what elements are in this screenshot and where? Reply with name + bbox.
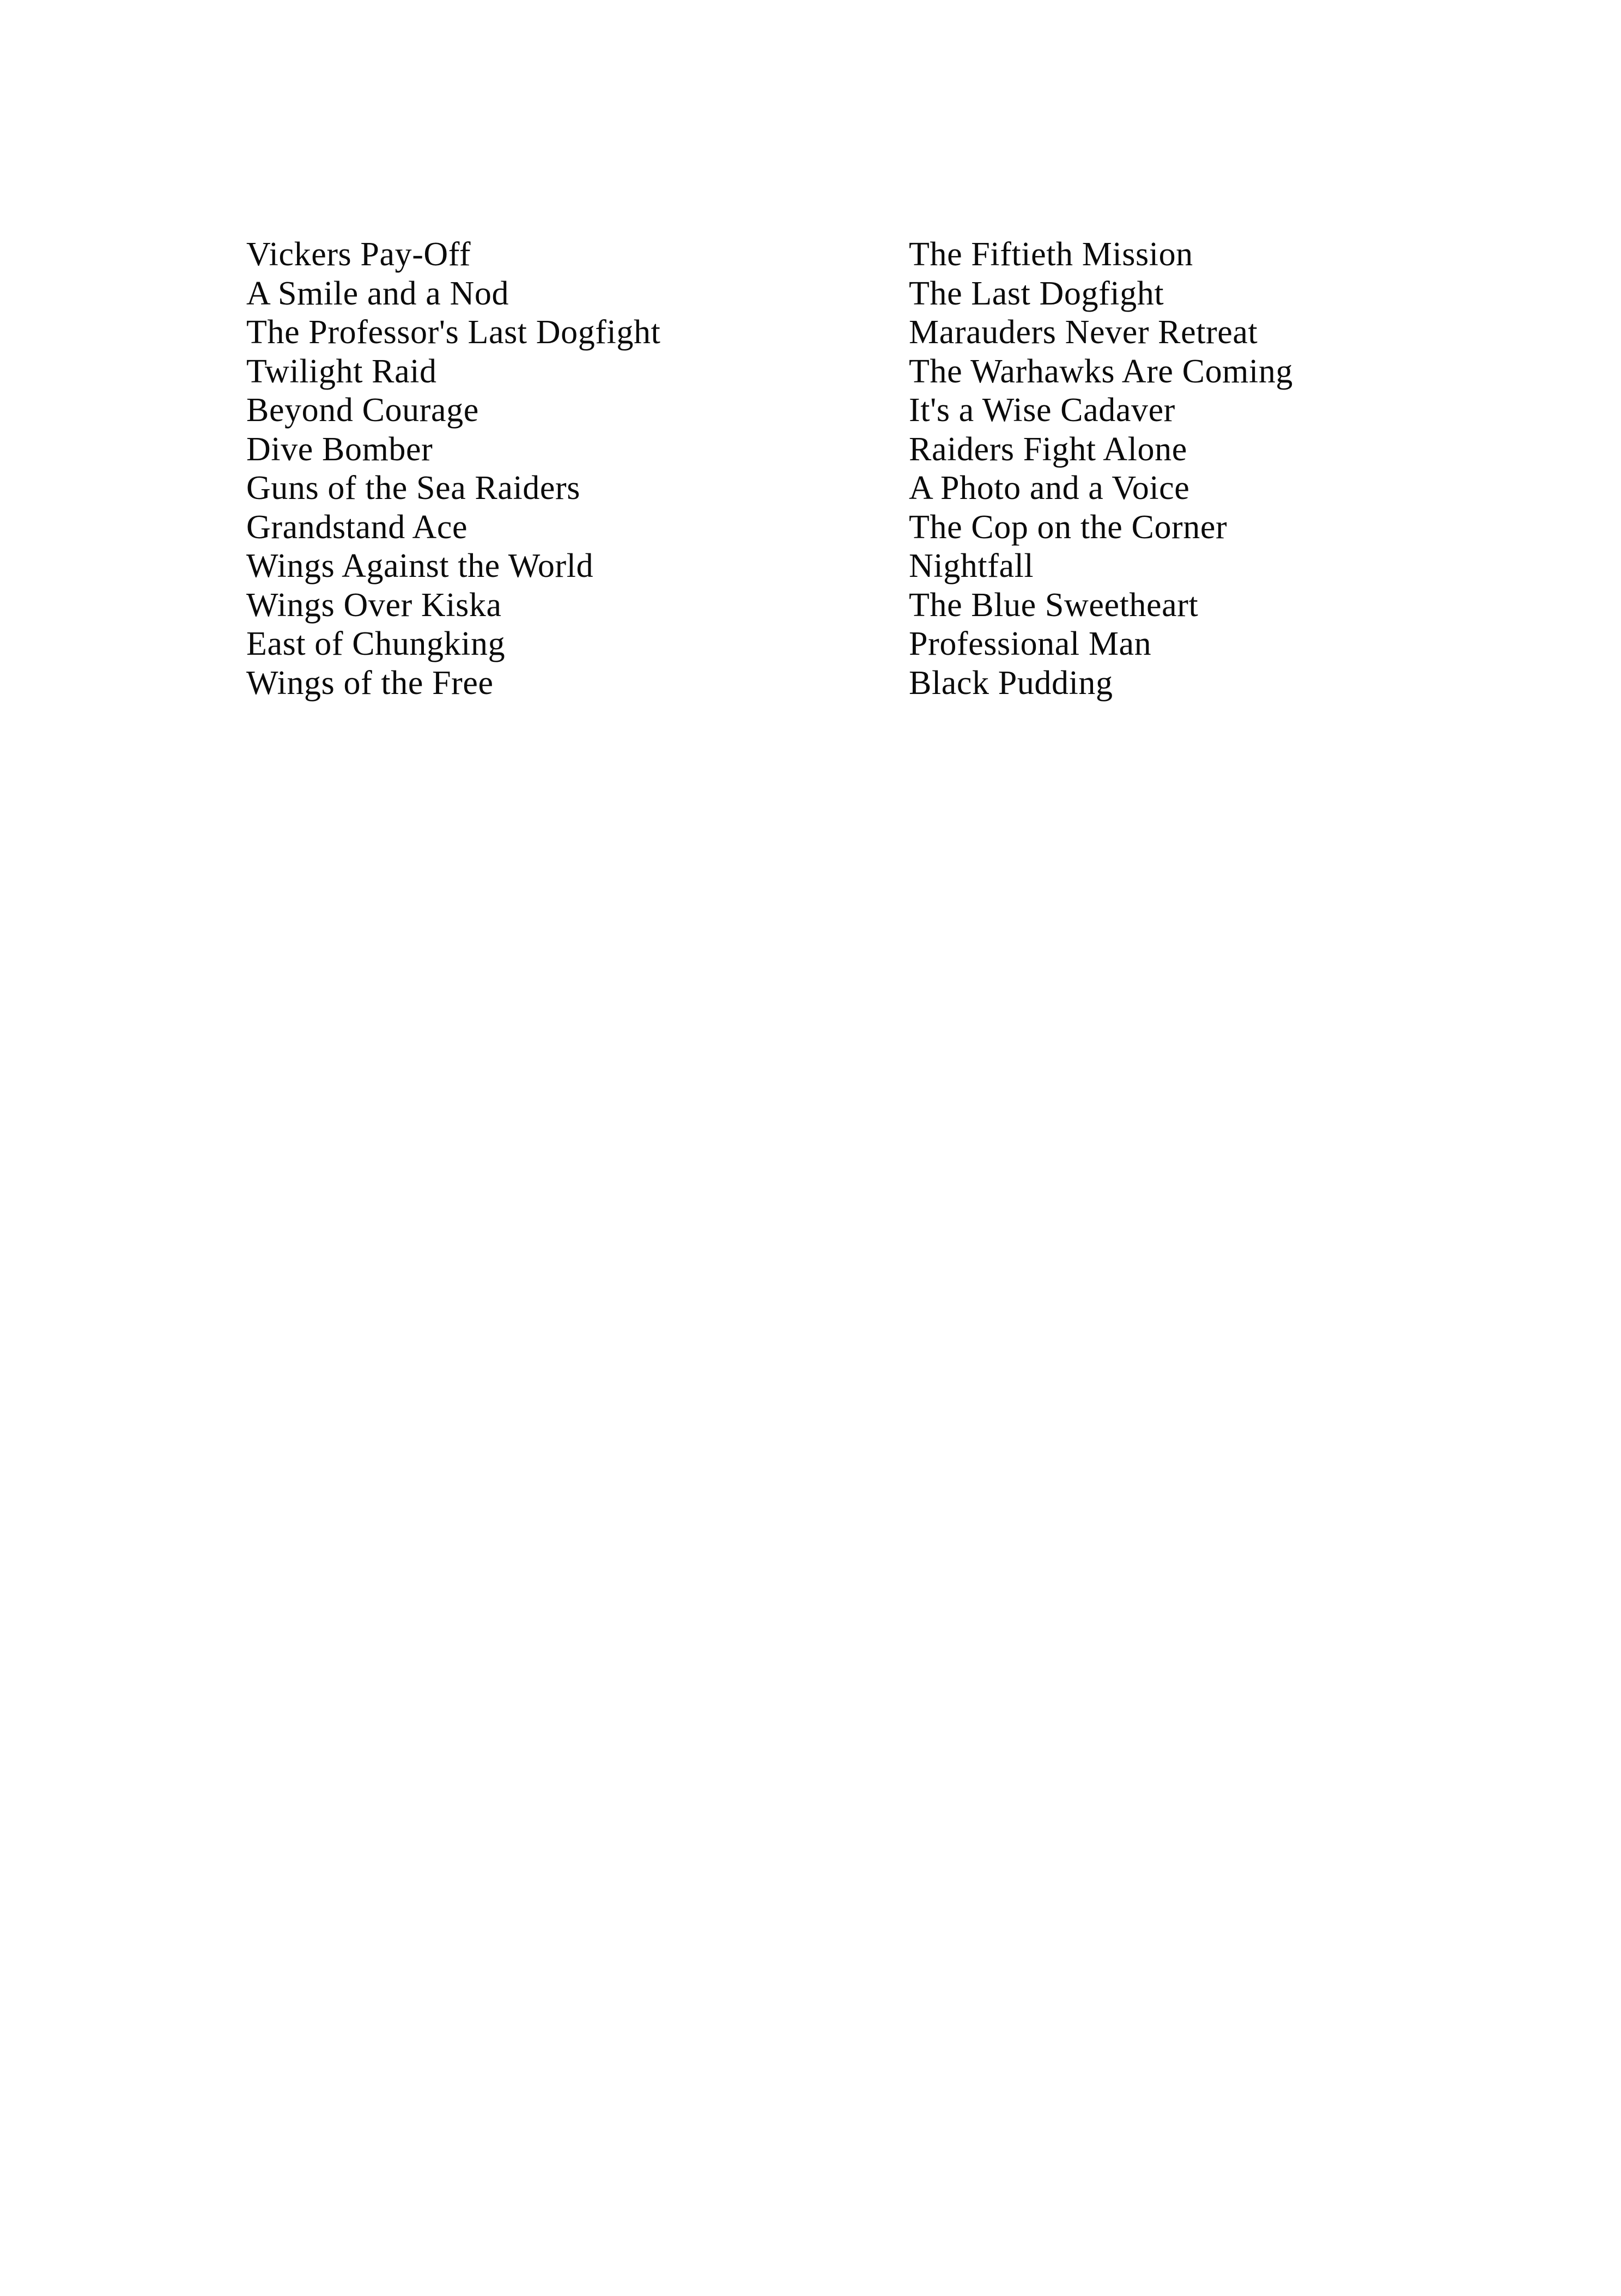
list-item: Raiders Fight Alone bbox=[909, 430, 1187, 468]
list-item: East of Chungking bbox=[246, 625, 506, 662]
list-item: Nightfall bbox=[909, 547, 1034, 584]
list-item: The Blue Sweetheart bbox=[909, 586, 1199, 624]
list-item: Guns of the Sea Raiders bbox=[246, 470, 581, 507]
title-list-left bbox=[246, 235, 660, 703]
list-item: Marauders Never Retreat bbox=[909, 314, 1258, 351]
list-item: The Cop on the Corner bbox=[909, 508, 1228, 546]
list-item: Wings of the Free bbox=[246, 664, 494, 702]
list-item: The Professor's Last Dogfight bbox=[246, 314, 661, 351]
list-item: Professional Man bbox=[909, 625, 1152, 662]
list-item: Beyond Courage bbox=[246, 392, 479, 429]
list-item: The Last Dogfight bbox=[909, 275, 1164, 312]
list-item: Black Pudding bbox=[909, 664, 1113, 702]
list-item: A Smile and a Nod bbox=[246, 275, 509, 312]
list-item: The Warhawks Are Coming bbox=[909, 352, 1294, 390]
list-item: Wings Over Kiska bbox=[246, 586, 502, 624]
list-item: Vickers Pay-Off bbox=[246, 236, 471, 273]
list-item: A Photo and a Voice bbox=[909, 470, 1190, 507]
list-item: Wings Against the World bbox=[246, 547, 594, 584]
title-list-right bbox=[909, 235, 1293, 703]
list-item: It's a Wise Cadaver bbox=[909, 392, 1175, 429]
list-item: Dive Bomber bbox=[246, 430, 433, 468]
list-item: Grandstand Ace bbox=[246, 508, 468, 546]
list-item: The Fiftieth Mission bbox=[909, 236, 1193, 273]
list-item: Twilight Raid bbox=[246, 352, 437, 390]
